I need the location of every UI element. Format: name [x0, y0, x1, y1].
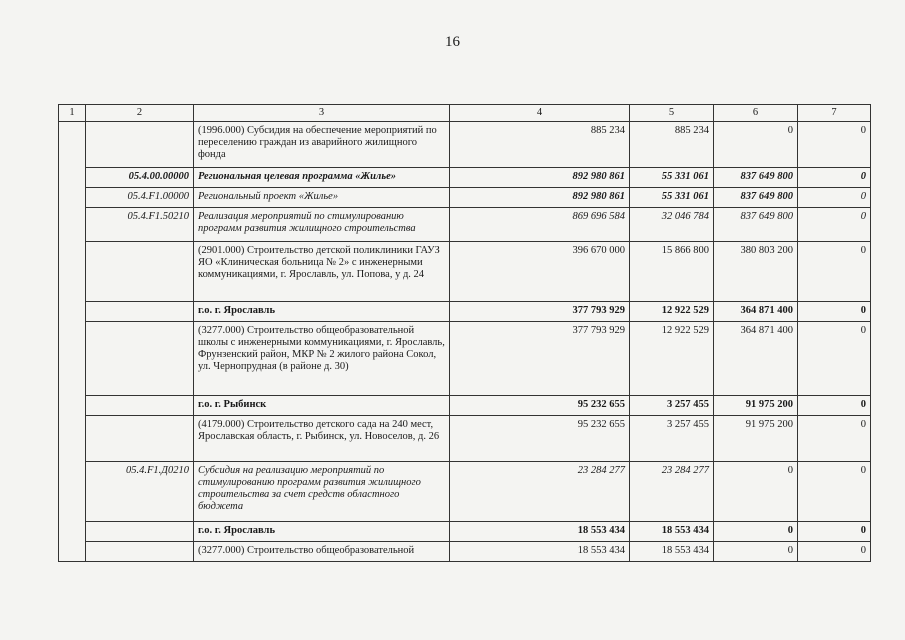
value-cell: 18 553 434	[630, 522, 714, 542]
code-cell	[86, 302, 194, 322]
table-row	[59, 122, 871, 168]
header-cell: 6	[714, 105, 798, 122]
header-cell: 3	[194, 105, 450, 122]
code-cell	[86, 416, 194, 462]
code-cell: 05.4.F1.00000	[86, 188, 194, 208]
header-cell: 4	[450, 105, 630, 122]
value-cell: 364 871 400	[714, 302, 798, 322]
value-cell: 0	[798, 322, 871, 396]
value-cell: 18 553 434	[450, 522, 630, 542]
value-cell: 0	[798, 462, 871, 522]
value-cell: 23 284 277	[450, 462, 630, 522]
table-row	[59, 242, 871, 302]
value-cell: 0	[798, 242, 871, 302]
page-number: 16	[445, 34, 460, 50]
code-cell	[86, 242, 194, 302]
value-cell: 364 871 400	[714, 322, 798, 396]
value-cell: 95 232 655	[450, 396, 630, 416]
value-cell: 0	[798, 542, 871, 562]
name-cell: Субсидия на реализацию мероприятий по стимулированию программ развития жилищного строительства за счет средств областного бюджета	[194, 462, 450, 522]
budget-table	[58, 104, 871, 562]
table-row	[59, 208, 871, 242]
table-row	[59, 168, 871, 188]
table-row	[59, 416, 871, 462]
code-cell	[86, 396, 194, 416]
name-cell: (3277.000) Строительство общеобразовательной школы с инженерными коммуникациями, г. Ярославль, Фрунзенский район, МКР № 2 жилого района Сокол, ул. Чернопрудная (в районе д. 30)	[194, 322, 450, 396]
value-cell: 377 793 929	[450, 322, 630, 396]
value-cell: 837 649 800	[714, 188, 798, 208]
value-cell: 0	[714, 462, 798, 522]
code-cell	[86, 522, 194, 542]
value-cell: 885 234	[450, 122, 630, 168]
name-cell: г.о. г. Ярославль	[194, 522, 450, 542]
value-cell: 380 803 200	[714, 242, 798, 302]
value-cell: 885 234	[630, 122, 714, 168]
code-cell: 05.4.F1.50210	[86, 208, 194, 242]
value-cell: 869 696 584	[450, 208, 630, 242]
name-cell: (4179.000) Строительство детского сада на 240 мест, Ярославская область, г. Рыбинск, ул. Новоселов, д. 26	[194, 416, 450, 462]
table-header-row	[59, 105, 871, 122]
value-cell: 0	[798, 168, 871, 188]
header-cell: 1	[59, 105, 86, 122]
value-cell: 0	[714, 522, 798, 542]
value-cell: 55 331 061	[630, 188, 714, 208]
name-cell: г.о. г. Ярославль	[194, 302, 450, 322]
value-cell: 892 980 861	[450, 168, 630, 188]
value-cell: 15 866 800	[630, 242, 714, 302]
value-cell: 12 922 529	[630, 322, 714, 396]
value-cell: 18 553 434	[450, 542, 630, 562]
code-cell	[86, 122, 194, 168]
value-cell: 3 257 455	[630, 416, 714, 462]
value-cell: 12 922 529	[630, 302, 714, 322]
value-cell: 396 670 000	[450, 242, 630, 302]
name-cell: (2901.000) Строительство детской поликлиники ГАУЗ ЯО «Клиническая больница № 2» с инженерными коммуникациями, г. Ярославль, ул. Попова, у д. 24	[194, 242, 450, 302]
value-cell: 0	[798, 416, 871, 462]
table-row	[59, 462, 871, 522]
value-cell: 0	[798, 208, 871, 242]
code-cell	[86, 542, 194, 562]
name-cell: Региональный проект «Жилье»	[194, 188, 450, 208]
table-row	[59, 542, 871, 562]
name-cell: (3277.000) Строительство общеобразовательной	[194, 542, 450, 562]
value-cell: 0	[798, 302, 871, 322]
value-cell: 91 975 200	[714, 416, 798, 462]
name-cell: г.о. г. Рыбинск	[194, 396, 450, 416]
value-cell: 837 649 800	[714, 168, 798, 188]
name-cell: (1996.000) Субсидия на обеспечение мероприятий по переселению граждан из аварийного жилищного фонда	[194, 122, 450, 168]
value-cell: 0	[798, 396, 871, 416]
header-cell: 2	[86, 105, 194, 122]
value-cell: 0	[798, 522, 871, 542]
value-cell: 3 257 455	[630, 396, 714, 416]
table-row	[59, 322, 871, 396]
header-cell: 7	[798, 105, 871, 122]
code-cell: 05.4.00.00000	[86, 168, 194, 188]
value-cell: 0	[798, 188, 871, 208]
name-cell: Региональная целевая программа «Жилье»	[194, 168, 450, 188]
code-cell: 05.4.F1.Д0210	[86, 462, 194, 522]
table-row	[59, 522, 871, 542]
table-row	[59, 302, 871, 322]
value-cell: 377 793 929	[450, 302, 630, 322]
value-cell: 0	[714, 542, 798, 562]
value-cell: 32 046 784	[630, 208, 714, 242]
value-cell: 95 232 655	[450, 416, 630, 462]
code-cell	[86, 322, 194, 396]
value-cell: 0	[798, 122, 871, 168]
value-cell: 892 980 861	[450, 188, 630, 208]
value-cell: 91 975 200	[714, 396, 798, 416]
value-cell: 23 284 277	[630, 462, 714, 522]
value-cell: 0	[714, 122, 798, 168]
value-cell: 837 649 800	[714, 208, 798, 242]
name-cell: Реализация мероприятий по стимулированию программ развития жилищного строительства	[194, 208, 450, 242]
table-row	[59, 396, 871, 416]
row-index-cell	[59, 122, 86, 562]
header-cell: 5	[630, 105, 714, 122]
table-row	[59, 188, 871, 208]
value-cell: 55 331 061	[630, 168, 714, 188]
value-cell: 18 553 434	[630, 542, 714, 562]
